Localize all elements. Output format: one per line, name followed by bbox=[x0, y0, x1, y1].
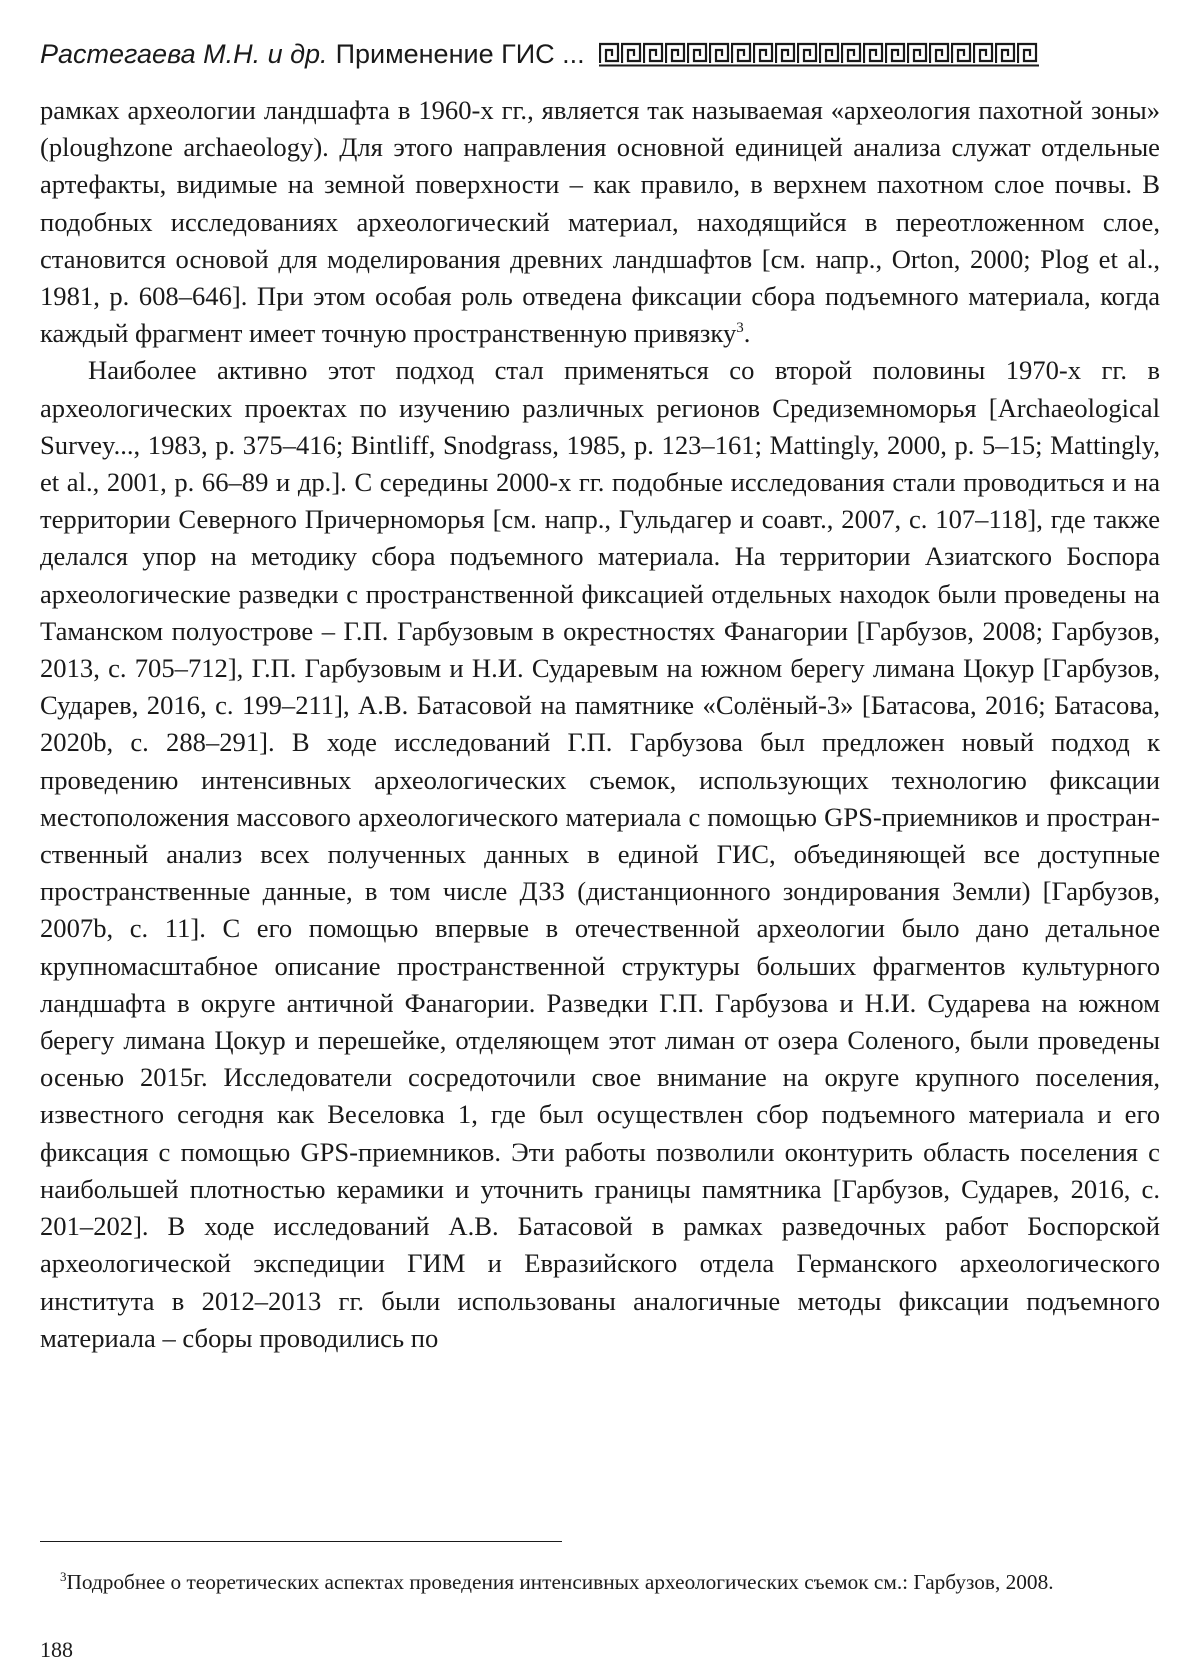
article-body bbox=[40, 92, 1160, 1357]
header-authors: Растегаева М.Н. и др. bbox=[40, 38, 328, 69]
footnote-number: 3 bbox=[60, 1568, 67, 1584]
footnote-reference-3[interactable]: 3 bbox=[736, 320, 744, 337]
page-number: 188 bbox=[40, 1637, 73, 1662]
running-header bbox=[40, 34, 1160, 74]
greek-meander-ornament-icon bbox=[599, 41, 1039, 67]
header-short-title: Применение ГИС ... bbox=[335, 38, 585, 69]
paragraph-1-text: рамках археологии ландшафта в 1960-х гг., является так называемая «археология пахотной зоны» (ploughzone archaeology). Для этого направления основной единицей анализа служат отдельные артефакты, видимые на земной поверхности – как правило, в верхнем пахотном слое почвы. В подобных исследованиях археологический материал, находящийся в переотложенном слое, становится основой для моделирования древних ландшафтов [см. напр., Orton, 2000; Plog et al., 1981, p. 608–646]. При этом особая роль отведена фиксации сбора подъемного материала, когда каждый фрагмент имеет точную пространственную привязку bbox=[40, 95, 1160, 349]
body-paragraph-1 bbox=[40, 92, 1160, 352]
body-paragraph-2: Наиболее активно этот подход стал применяться со второй половины 1970-х гг. в археологических проектах по изучению различных регионов Средиземноморья [Archaeological Survey..., 1983, p. 375–416; Bintliff, Snodgrass, 1985, p. 123–161; Mattingly, 2000, p. 5–15; Mattingly, et al., 2001, p. 66–89 и др.]. С середины 2000-х гг. подобные исследования стали проводиться и на территории Северного Причерноморья [см. напр., Гульдагер и соавт., 2007, с. 107–118], где также делался упор на методику сбора подъемного материала. На территории Азиатского Боспора археологические разведки с пространственной фиксацией отдельных находок были проведены на Таманском полуострове – Г.П. Гарбузовым в окрестностях Фанагории [Гарбузов, 2008; Гарбузов, 2013, с. 705–712], Г.П. Гарбузовым и Н.И. Сударевым на южном берегу лимана Цокур [Гарбузов, Сударев, 2016, с. 199–211], А.В. Батасовой на памятнике «Солёный-3» [Батасова, 2016; Батасова, 2020b, с. 288–291]. В ходе исследований Г.П. Гарбузова был предложен новый подход к проведению интенсивных археологических съемок, использующих технологию фиксации местоположения массового археологического материала с помощью GPS-приемников и пространственный анализ всех полученных данных в единой ГИС, объединяющей все доступные пространственные данные, в том числе ДЗЗ (дистанционного зондирования Земли) [Гарбузов, 2007b, с. 11]. С его помощью впервые в отечественной археологии было дано детальное крупномасштабное описание пространственной структуры больших фрагментов культурного ландшафта в округе античной Фанагории. Разведки Г.П. Гарбузова и Н.И. Сударева на южном берегу лимана Цокур и перешейке, отделяющем этот лиман от озера Соленого, были проведены осенью 2015г. Исследователи сосредоточили свое внимание на округе крупного поселения, известного сегодня как Веселовка 1, где был осуществлен сбор подъемного материала и его фиксация с помощью GPS-приемников. Эти работы позволили оконтурить область поселения с наибольшей плотностью керамики и уточнить границы памятника [Гарбузов, Сударев, 2016, с. 201–202]. В ходе исследований А.В. Батасовой в рамках разведочных работ Боспорской археологической экспедиции ГИМ и Евразийского отдела Германского археологического института в 2012–2013 гг. были использованы аналогичные методы фиксации подъемного материала – сборы проводились по bbox=[40, 355, 1160, 1353]
paragraph-1-end: . bbox=[743, 318, 751, 349]
footnote-separator bbox=[40, 1541, 562, 1542]
footnote-3 bbox=[40, 1567, 1160, 1598]
footnote-text: Подробнее о теоретических аспектах проведения интенсивных археологических съемок см.: Гарбузов, 2008. bbox=[66, 1570, 1054, 1594]
